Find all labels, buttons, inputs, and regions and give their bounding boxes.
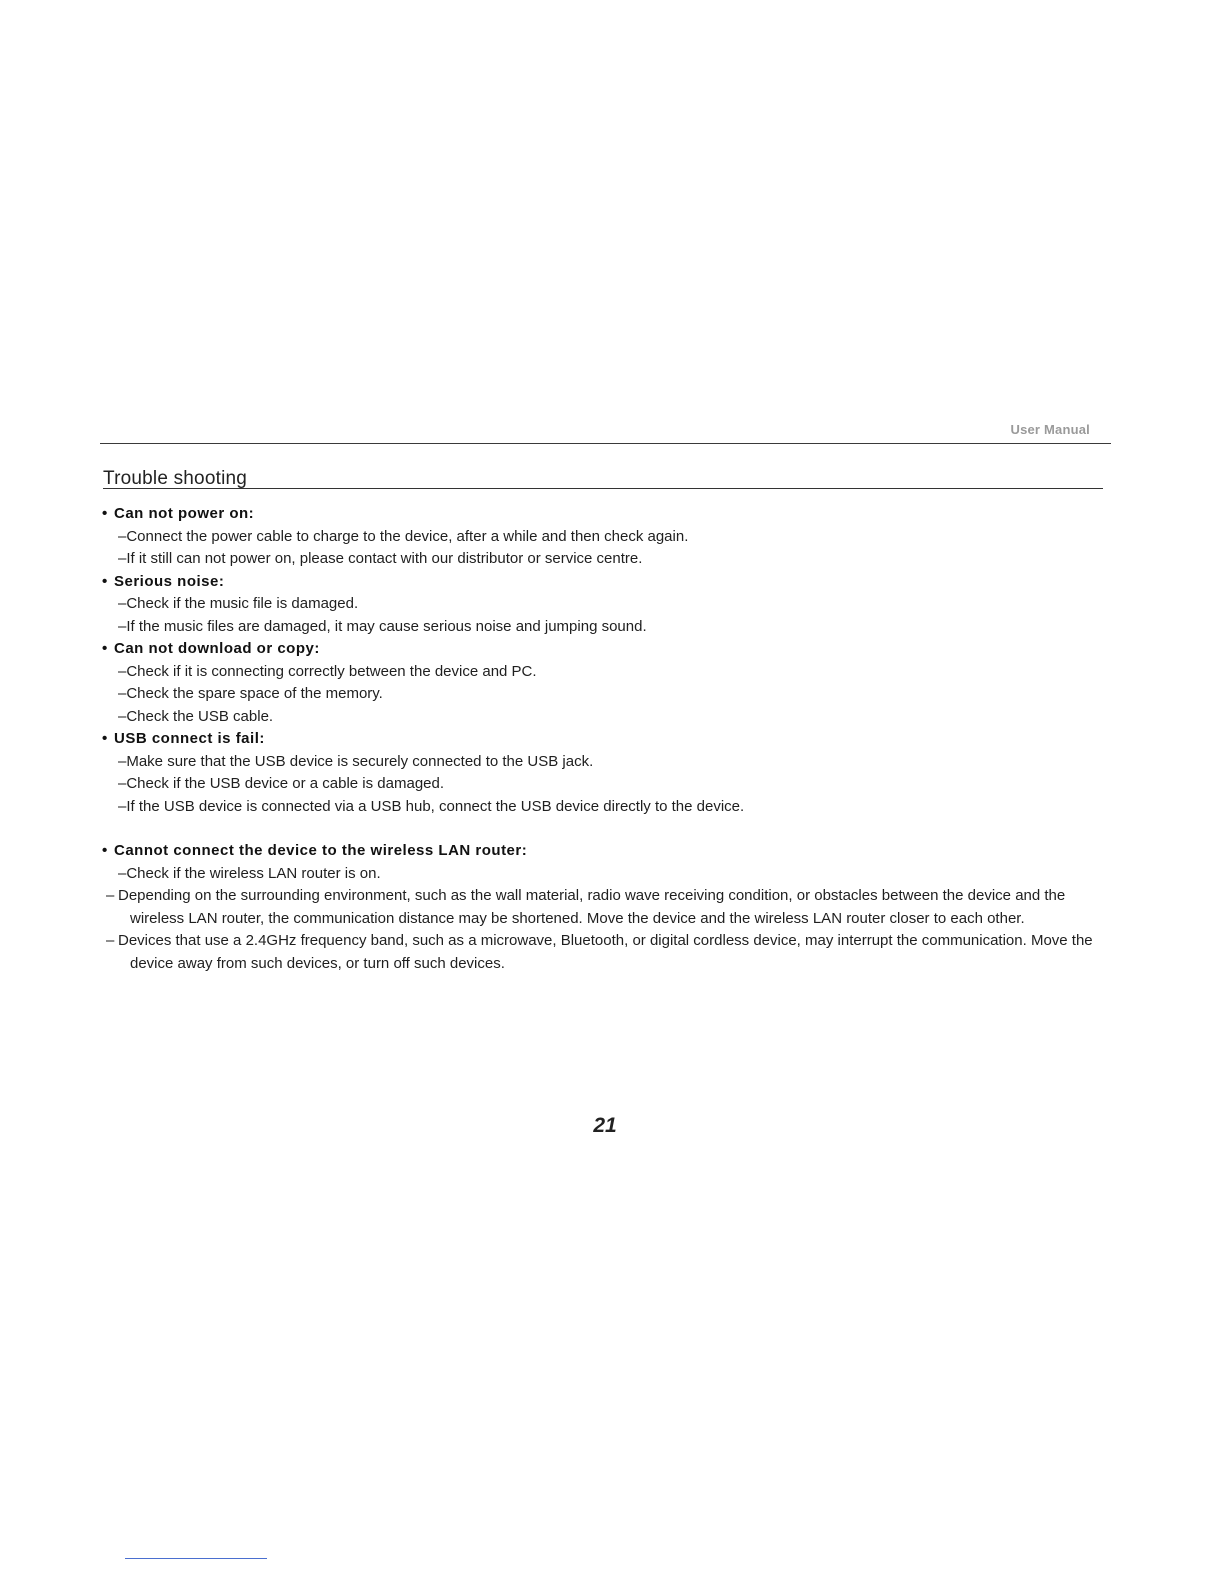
dash-icon: – bbox=[118, 752, 127, 770]
dash-icon: – bbox=[118, 685, 127, 702]
section-title-underline bbox=[103, 488, 1103, 489]
fix-text: If the music files are damaged, it may cause serious noise and jumping sound. bbox=[126, 617, 647, 635]
dash-icon: – bbox=[118, 707, 127, 725]
issue-heading bbox=[102, 840, 1112, 863]
issue-usb bbox=[102, 728, 1112, 818]
dash-icon: – bbox=[118, 595, 127, 612]
bullet-icon: • bbox=[102, 842, 108, 859]
fix-item bbox=[102, 548, 1112, 571]
fix-text: Connect the power cable to charge to the device, after a while and then check again. bbox=[126, 527, 689, 545]
issue-wireless bbox=[102, 840, 1112, 975]
issue-heading-text: Can not download or copy: bbox=[114, 640, 320, 657]
page-number: 21 bbox=[593, 1114, 617, 1137]
issue-heading bbox=[102, 728, 1112, 751]
dash-icon: – bbox=[118, 864, 127, 882]
fix-text: Check the USB cable. bbox=[126, 707, 274, 725]
fix-item bbox=[102, 616, 1112, 639]
fix-text: Check if it is connecting correctly between the device and PC. bbox=[126, 662, 537, 680]
issue-heading-text: Serious noise: bbox=[114, 572, 225, 590]
issue-download bbox=[102, 638, 1112, 728]
fix-text: Check if the USB device or a cable is damaged. bbox=[126, 775, 445, 792]
fix-item bbox=[102, 661, 1112, 684]
fix-item bbox=[102, 706, 1112, 729]
fix-text: Check if the wireless LAN router is on. bbox=[126, 864, 381, 882]
fix-text: Depending on the surrounding environment, such as the wall material, radio wave receiving condition, or obstacles between the device and the wireless LAN router, the communication distance may be shortened. Move the device and the wireless LAN router closer to each other. bbox=[118, 887, 1066, 927]
fix-item bbox=[102, 526, 1112, 549]
issue-heading bbox=[102, 503, 1112, 526]
fix-item bbox=[102, 773, 1112, 796]
issue-heading bbox=[102, 638, 1112, 661]
dash-icon: – bbox=[118, 617, 127, 635]
dash-icon: – bbox=[118, 527, 127, 545]
bullet-icon: • bbox=[102, 572, 108, 590]
bullet-icon: • bbox=[102, 640, 108, 657]
bullet-icon: • bbox=[102, 730, 108, 747]
fix-text: Devices that use a 2.4GHz frequency band, such as a microwave, Bluetooth, or digital cordless device, may interrupt the communication. Move the device away from such devices, or turn off such devices. bbox=[118, 932, 1093, 972]
header-label: User Manual bbox=[1010, 422, 1090, 437]
footer-divider bbox=[125, 1558, 267, 1559]
issue-heading-text: USB connect is fail: bbox=[114, 730, 265, 747]
dash-icon: – bbox=[118, 797, 127, 815]
fix-text: Make sure that the USB device is securely connected to the USB jack. bbox=[126, 752, 594, 770]
section-title: Trouble shooting bbox=[103, 468, 248, 489]
fix-text: Check the spare space of the memory. bbox=[126, 685, 383, 702]
fix-item: – Devices that use a 2.4GHz frequency band, such as a microwave, Bluetooth, or digital cordless device, may interrupt the communication. Move the device away from such devices, or turn off such devices. bbox=[106, 932, 1093, 972]
issue-heading-text: Cannot connect the device to the wireless LAN router: bbox=[114, 842, 528, 859]
fix-item bbox=[102, 593, 1112, 616]
fix-item: – Depending on the surrounding environment, such as the wall material, radio wave receiving condition, or obstacles between the device and the wireless LAN router, the communication distance may be shortened. Move the device and the wireless LAN router closer to each other. bbox=[106, 887, 1066, 927]
issue-heading bbox=[102, 571, 1112, 594]
dash-icon: – bbox=[118, 550, 127, 567]
bullet-icon: • bbox=[102, 505, 108, 522]
fix-item bbox=[102, 683, 1112, 706]
fix-item bbox=[102, 751, 1112, 774]
troubleshooting-list bbox=[102, 503, 1112, 975]
fix-item bbox=[102, 796, 1112, 819]
fix-text: Check if the music file is damaged. bbox=[126, 595, 359, 612]
issue-power bbox=[102, 503, 1112, 571]
dash-icon: – bbox=[118, 775, 127, 792]
fix-item bbox=[102, 863, 1112, 886]
fix-text: If it still can not power on, please contact with our distributor or service centre. bbox=[126, 550, 643, 567]
spacer bbox=[102, 818, 1112, 840]
issue-heading-text: Can not power on: bbox=[114, 505, 255, 522]
fix-text: If the USB device is connected via a USB hub, connect the USB device directly to the device. bbox=[126, 797, 745, 815]
header-divider bbox=[100, 443, 1111, 444]
issue-noise bbox=[102, 571, 1112, 639]
dash-icon: – bbox=[118, 662, 127, 680]
